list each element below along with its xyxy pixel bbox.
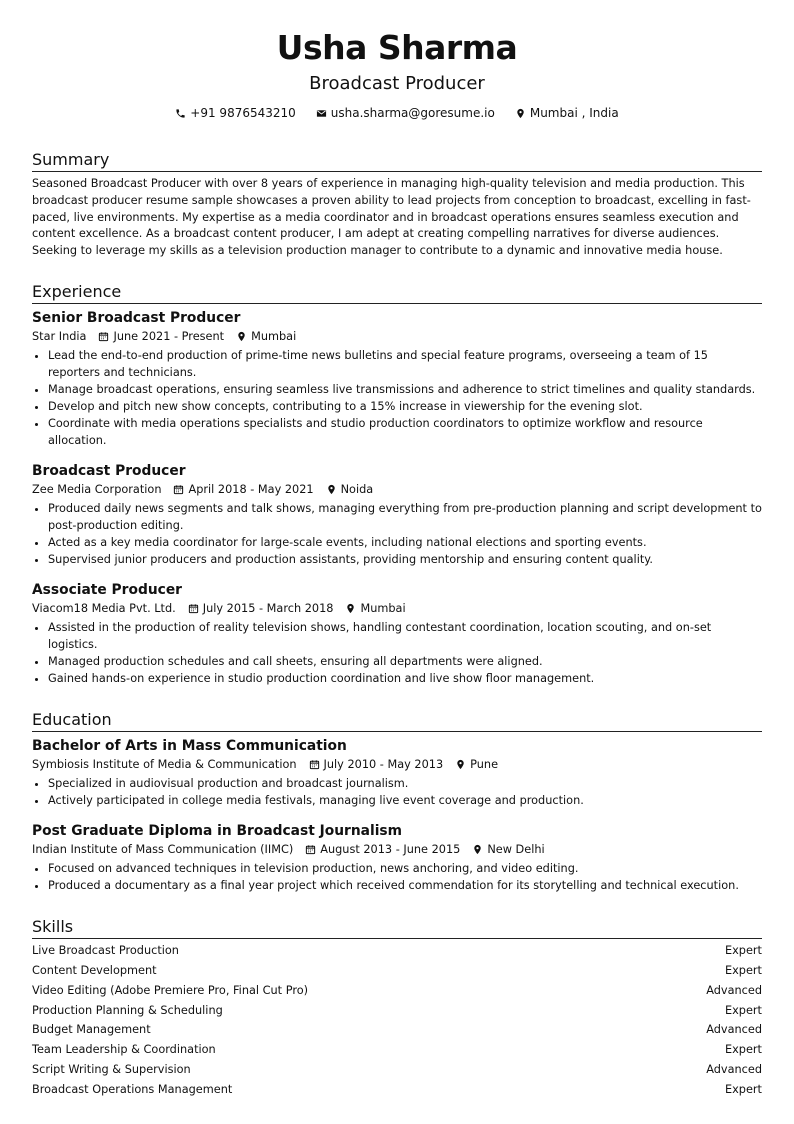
skill-name: Live Broadcast Production xyxy=(32,943,179,957)
skill-row xyxy=(32,1060,762,1080)
dates-text: July 2010 - May 2013 xyxy=(323,757,444,771)
skill-row xyxy=(32,1080,762,1100)
skill-name: Broadcast Operations Management xyxy=(32,1083,233,1097)
candidate-title: Broadcast Producer xyxy=(309,73,485,94)
job-title: Senior Broadcast Producer xyxy=(32,309,241,326)
map-pin-icon xyxy=(326,484,337,495)
skill-name: Script Writing & Supervision xyxy=(32,1063,191,1077)
skill-level: Expert xyxy=(724,1003,762,1017)
education-entry xyxy=(32,822,762,895)
bullet-item: • Manage broadcast operations, ensuring seamless live transmissions and adherence to strict timelines and quality standards. xyxy=(48,382,762,399)
education-location xyxy=(455,757,498,773)
skill-level: Advanced xyxy=(706,1023,762,1037)
contact-email xyxy=(316,105,495,121)
skill-level: Expert xyxy=(724,963,762,977)
job-location xyxy=(236,329,296,345)
skill-level: Expert xyxy=(724,943,762,957)
job-meta xyxy=(32,601,762,617)
map-pin-icon xyxy=(236,331,247,342)
phone-icon xyxy=(175,108,186,119)
job-title: Associate Producer xyxy=(32,581,182,598)
job-entry xyxy=(32,462,762,569)
map-pin-icon xyxy=(345,603,356,614)
experience-heading: Experience xyxy=(32,282,762,304)
experience-list xyxy=(32,309,762,688)
dates-text: August 2013 - June 2015 xyxy=(320,842,461,856)
education-bullets xyxy=(32,776,762,810)
envelope-icon xyxy=(316,108,327,119)
skill-level: Expert xyxy=(724,1043,762,1057)
location-text: Pune xyxy=(470,757,499,771)
bullet-item: • Develop and pitch new show concepts, contributing to a 15% increase in viewership for the evening slot. xyxy=(48,399,762,416)
summary-text: Seasoned Broadcast Producer with over 8 years of experience in managing high-quality television and media production. This broadcast producer resume sample showcases a proven ability to lead projects from conception to broadcast, excelling in fast-paced, live environments. My expertise as a media coordinator and in broadcast operations ensures seamless execution and content excellence. As a broadcast content producer, I am adept at creating compelling narratives for diverse audiences. Seeking to leverage my skills as a television production manager to contribute to a dynamic and innovative media house. xyxy=(32,177,751,258)
dates-text: April 2018 - May 2021 xyxy=(188,482,314,496)
education-title: Bachelor of Arts in Mass Communication xyxy=(32,737,347,754)
dates-text: June 2021 - Present xyxy=(113,329,225,343)
education-meta xyxy=(32,842,762,858)
skill-level: Expert xyxy=(724,1083,762,1097)
education-dates xyxy=(305,842,460,858)
education-list xyxy=(32,737,762,895)
skill-row xyxy=(32,1020,762,1040)
phone-text: +91 9876543210 xyxy=(190,106,296,120)
job-title: Broadcast Producer xyxy=(32,462,186,479)
bullet-item: • Specialized in audiovisual production and broadcast journalism. xyxy=(48,776,762,793)
job-dates xyxy=(173,482,313,498)
education-org: Symbiosis Institute of Media & Communication xyxy=(32,757,297,771)
education-org: Indian Institute of Mass Communication (IIMC) xyxy=(32,842,294,856)
contact-location xyxy=(515,105,619,121)
bullet-item: • Lead the end-to-end production of prime-time news bulletins and special feature programs, overseeing a team of 15 reporters and technicians. xyxy=(48,348,762,382)
education-title: Post Graduate Diploma in Broadcast Journalism xyxy=(32,822,403,839)
skill-name: Video Editing (Adobe Premiere Pro, Final Cut Pro) xyxy=(32,983,309,997)
job-entry xyxy=(32,581,762,688)
job-org: Viacom18 Media Pvt. Ltd. xyxy=(32,601,176,615)
map-pin-icon xyxy=(515,108,526,119)
skill-row xyxy=(32,941,762,961)
email-text: usha.sharma@goresume.io xyxy=(330,106,495,120)
bullet-item: • Actively participated in college media festivals, managing live event coverage and production. xyxy=(48,793,762,810)
location-text: New Delhi xyxy=(487,842,545,856)
calendar-icon xyxy=(309,759,320,770)
calendar-icon xyxy=(98,331,109,342)
location-text: Mumbai xyxy=(251,329,297,343)
skill-row xyxy=(32,1001,762,1021)
skill-row xyxy=(32,981,762,1001)
job-meta xyxy=(32,482,762,498)
job-meta xyxy=(32,329,762,345)
job-location xyxy=(326,482,374,498)
job-org: Star India xyxy=(32,329,87,343)
skill-name: Team Leadership & Coordination xyxy=(32,1043,216,1057)
dates-text: July 2015 - March 2018 xyxy=(202,601,334,615)
job-org: Zee Media Corporation xyxy=(32,482,162,496)
skill-name: Content Development xyxy=(32,963,157,977)
location-text: Mumbai xyxy=(360,601,406,615)
bullet-item: • Produced a documentary as a final year project which received commendation for its storytelling and technical execution. xyxy=(48,878,762,895)
map-pin-icon xyxy=(472,844,483,855)
candidate-name: Usha Sharma xyxy=(276,28,518,67)
job-entry xyxy=(32,309,762,450)
education-bullets xyxy=(32,861,762,895)
bullet-item: • Managed production schedules and call sheets, ensuring all departments were aligned. xyxy=(48,654,762,671)
education-location xyxy=(472,842,544,858)
education-heading: Education xyxy=(32,710,762,732)
bullet-item: • Coordinate with media operations specialists and studio production coordinators to optimize workflow and resource allocation. xyxy=(48,416,762,450)
bullet-item: • Focused on advanced techniques in television production, news anchoring, and video editing. xyxy=(48,861,762,878)
skill-level: Advanced xyxy=(706,983,762,997)
skill-name: Production Planning & Scheduling xyxy=(32,1003,223,1017)
bullet-item: • Supervised junior producers and production assistants, providing mentorship and ensuring content quality. xyxy=(48,552,762,569)
education-dates xyxy=(309,757,444,773)
skills-list xyxy=(32,941,762,1100)
bullet-item: • Produced daily news segments and talk shows, managing everything from pre-production planning and script development to post-production editing. xyxy=(48,501,762,535)
skill-name: Budget Management xyxy=(32,1023,151,1037)
education-meta xyxy=(32,757,762,773)
job-location xyxy=(345,601,405,617)
skills-heading: Skills xyxy=(32,917,762,939)
bullet-item: • Acted as a key media coordinator for large-scale events, including national elections and sporting events. xyxy=(48,535,762,552)
job-bullets xyxy=(32,348,762,450)
job-dates xyxy=(98,329,224,345)
calendar-icon xyxy=(173,484,184,495)
job-bullets xyxy=(32,501,762,569)
location-text: Noida xyxy=(340,482,374,496)
skill-row xyxy=(32,961,762,981)
contact-bar xyxy=(32,105,762,121)
bullet-item: • Gained hands-on experience in studio production coordination and live show floor management. xyxy=(48,671,762,688)
bullet-item: • Assisted in the production of reality television shows, handling contestant coordination, location scouting, and on-set logistics. xyxy=(48,620,762,654)
calendar-icon xyxy=(188,603,199,614)
calendar-icon xyxy=(305,844,316,855)
education-entry xyxy=(32,737,762,810)
skill-row xyxy=(32,1040,762,1060)
location-text: Mumbai , India xyxy=(529,106,619,120)
map-pin-icon xyxy=(455,759,466,770)
job-bullets xyxy=(32,620,762,688)
summary-heading: Summary xyxy=(32,150,762,172)
skill-level: Advanced xyxy=(706,1063,762,1077)
contact-phone xyxy=(175,105,296,121)
job-dates xyxy=(188,601,334,617)
